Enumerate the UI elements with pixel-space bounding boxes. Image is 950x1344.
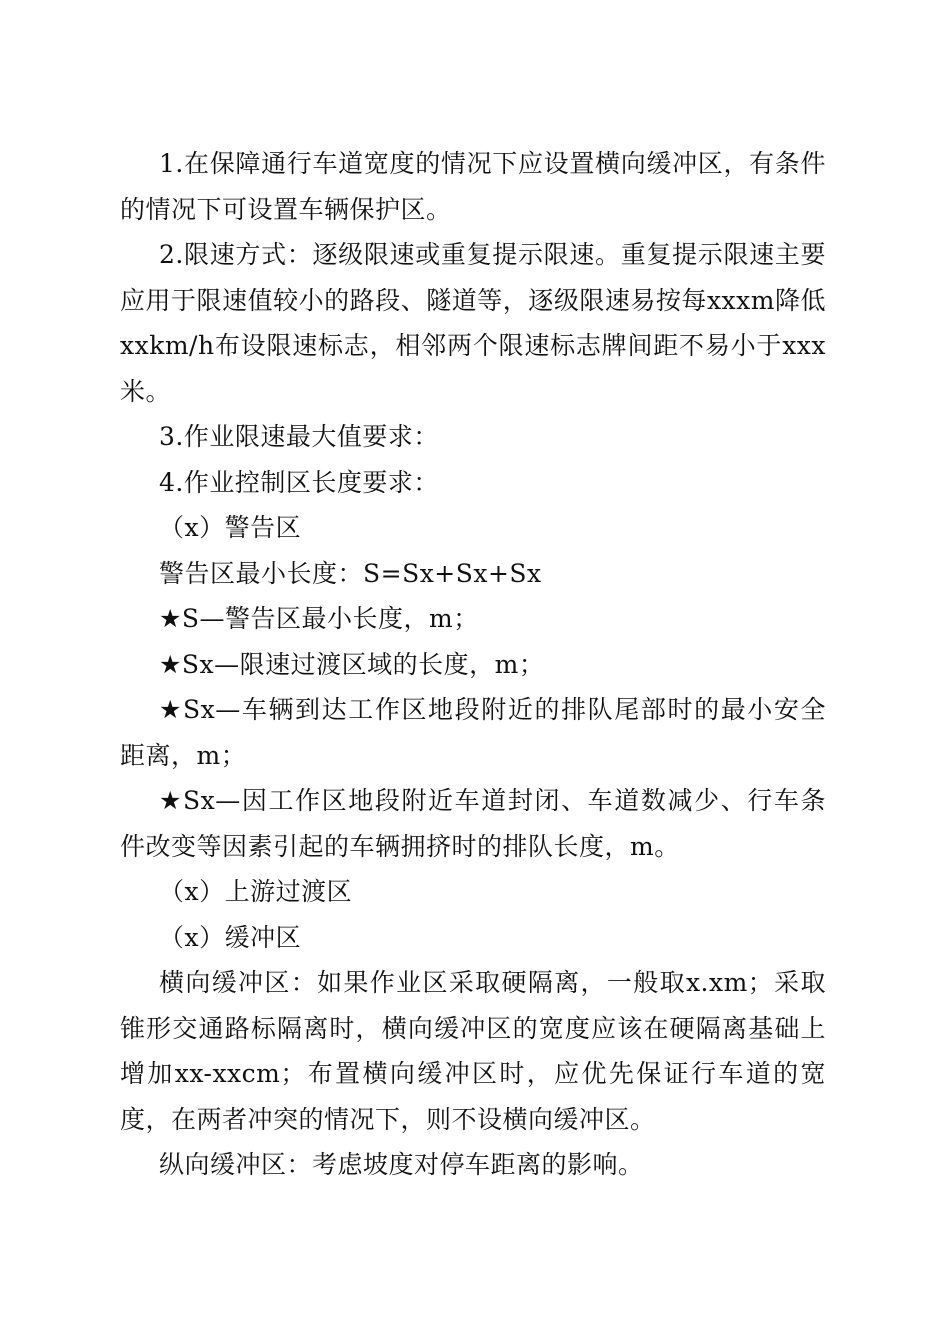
paragraph-buffer-zone-rule: 1.在保障通行车道宽度的情况下应设置横向缓冲区，有条件的情况下可设置车辆保护区。 xyxy=(120,149,826,224)
paragraph-longitudinal-buffer: 纵向缓冲区：考虑坡度对停车距离的影响。 xyxy=(159,1150,644,1179)
heading-warning-zone: （x）警告区 xyxy=(159,513,302,542)
paragraph-control-zone-length: 4.作业控制区长度要求： xyxy=(159,467,439,497)
definition-sx-safety-distance: ★Sx—车辆到达工作区地段附近的排队尾部时的最小安全距离，m； xyxy=(120,695,826,770)
paragraph-lateral-buffer: 横向缓冲区：如果作业区采取硬隔离，一般取x.xm；采取锥形交通路标隔离时，横向缓冲区的宽度应该在硬隔离基础上增加xx-xxcm；布置横向缓冲区时，应优先保证行车道的宽度，在两者冲突的情况下，则不设横向缓冲区。 xyxy=(120,968,826,1134)
heading-upstream-transition: （x）上游过渡区 xyxy=(159,877,353,906)
paragraph-max-speed-requirement: 3.作业限速最大值要求： xyxy=(159,422,439,451)
heading-buffer-zone: （x）缓冲区 xyxy=(159,922,302,952)
definition-sx-queue-length: ★Sx—因工作区地段附近车道封闭、车道数减少、行车条件改变等因素引起的车辆拥挤时的排队长度，m。 xyxy=(120,786,826,861)
formula-warning-zone-length: 警告区最小长度：S=Sx+Sx+Sx xyxy=(159,558,542,588)
definition-sx-transition: ★Sx—限速过渡区域的长度，m； xyxy=(159,649,545,679)
paragraph-speed-limit-method: 2.限速方式：逐级限速或重复提示限速。重复提示限速主要应用于限速值较小的路段、隧道等，逐级限速易按每xxxm降低xxkm/h布设限速标志，相邻两个限速标志牌间距不易小于xxx米。 xyxy=(120,240,826,406)
definition-s: ★S—警告区最小长度，m； xyxy=(159,604,479,633)
document-body xyxy=(120,141,826,1188)
